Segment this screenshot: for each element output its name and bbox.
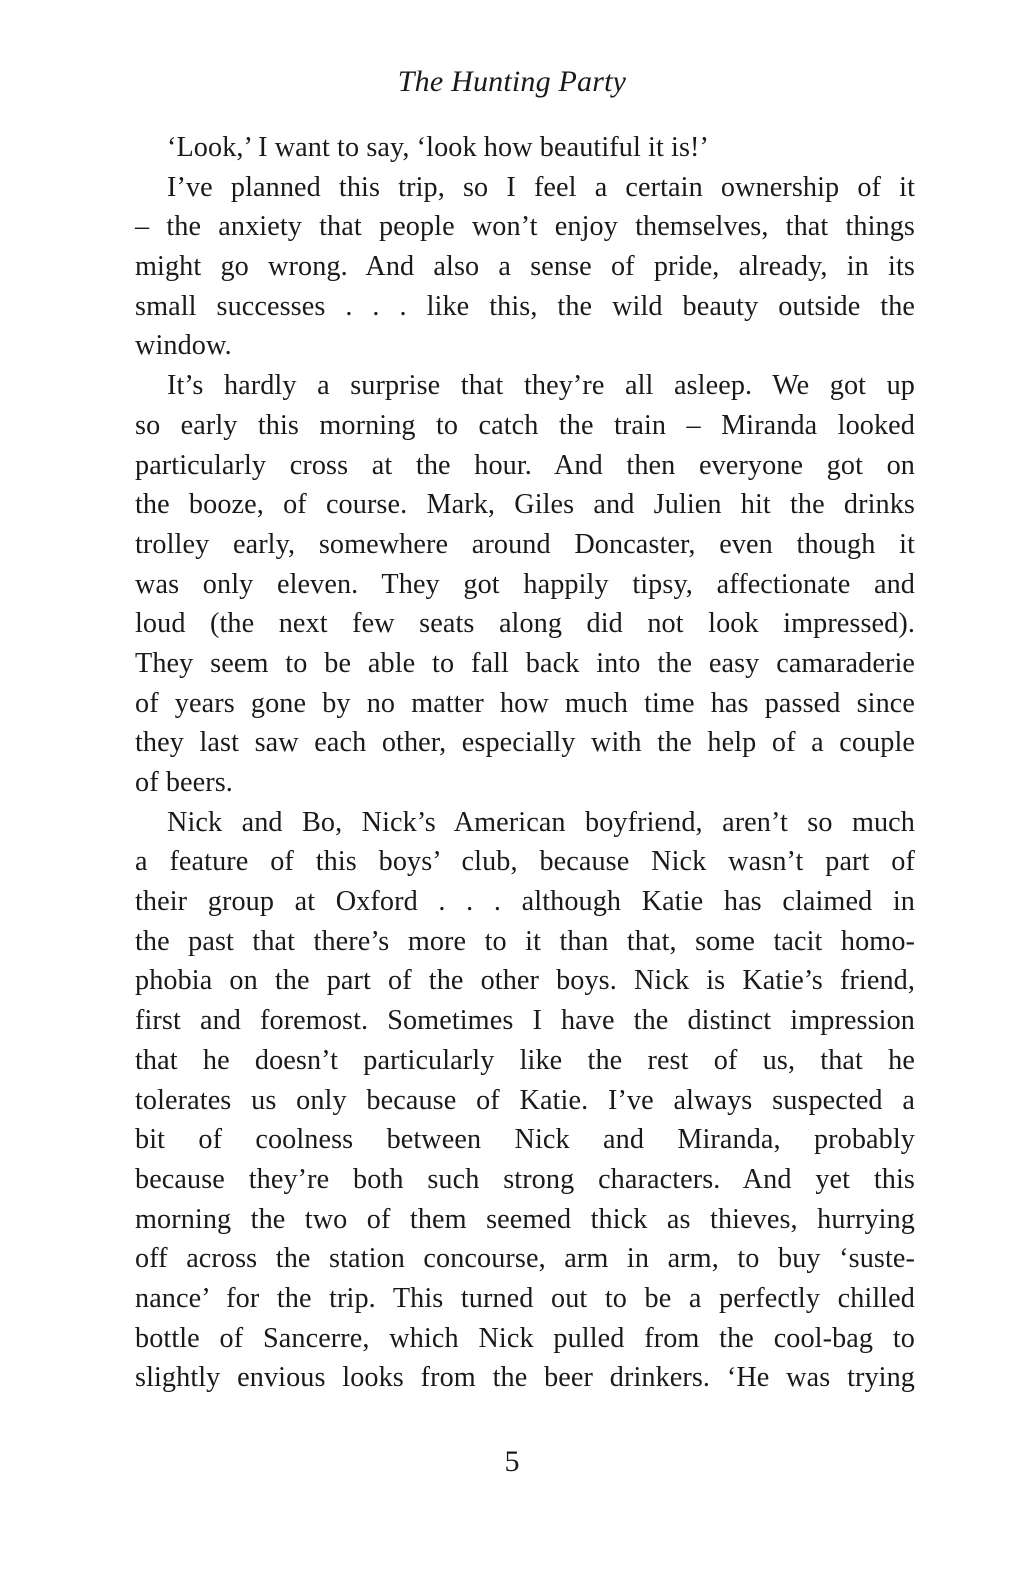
text-line: Nick and Bo, Nick’s American boyfriend, aren’t so much	[167, 806, 915, 838]
text-line: they last saw each other, especially with the help of a couple	[135, 727, 915, 759]
text-line: morning the two of them seemed thick as thieves, hurrying	[135, 1203, 915, 1235]
text-line: a feature of this boys’ club, because Nick wasn’t part of	[135, 846, 915, 878]
text-line: loud (the next few seats along did not look impressed).	[135, 608, 915, 640]
text-line: that he doesn’t particularly like the rest of us, that he	[135, 1044, 915, 1076]
text-line: bottle of Sancerre, which Nick pulled from the cool-bag to	[135, 1322, 915, 1354]
text-line: They seem to be able to fall back into the easy camaraderie	[135, 647, 915, 679]
text-line: off across the station concourse, arm in arm, to buy ‘suste-	[135, 1243, 915, 1275]
text-line: was only eleven. They got happily tipsy, affectionate and	[135, 568, 915, 600]
running-head: The Hunting Party	[397, 65, 627, 98]
text-line: first and foremost. Sometimes I have the distinct impression	[135, 1005, 915, 1037]
text-line: might go wrong. And also a sense of pride, already, in its	[135, 251, 915, 283]
text-line: phobia on the part of the other boys. Nick is Katie’s friend,	[135, 965, 915, 997]
text-line: of beers.	[135, 767, 233, 798]
text-line: particularly cross at the hour. And then everyone got on	[135, 449, 915, 481]
text-line: small successes . . . like this, the wild beauty outside the	[135, 290, 915, 322]
text-line: window.	[135, 330, 232, 362]
text-line: their group at Oxford . . . although Katie has claimed in	[135, 886, 915, 918]
text-line: the past that there’s more to it than that, some tacit homo-	[135, 925, 915, 957]
text-line: so early this morning to catch the train – Miranda looked	[135, 409, 915, 441]
text-line: It’s hardly a surprise that they’re all asleep. We got up	[167, 370, 915, 402]
text-line: – the anxiety that people won’t enjoy themselves, that things	[135, 211, 915, 243]
page-number: 5	[504, 1445, 520, 1478]
text-line: nance’ for the trip. This turned out to be a perfectly chilled	[135, 1282, 915, 1314]
text-line: of years gone by no matter how much time has passed since	[135, 687, 915, 719]
text-line: because they’re both such strong characters. And yet this	[135, 1163, 915, 1195]
text-line: slightly envious looks from the beer drinkers. ‘He was trying	[135, 1362, 915, 1394]
text-line: bit of coolness between Nick and Miranda, probably	[135, 1124, 915, 1156]
text-line: trolley early, somewhere around Doncaster, even though it	[135, 528, 915, 560]
text-line: I’ve planned this trip, so I feel a certain ownership of it	[167, 171, 915, 203]
text-line: tolerates us only because of Katie. I’ve always suspected a	[135, 1084, 915, 1116]
text-line: ‘Look,’ I want to say, ‘look how beautiful it is!’	[167, 132, 710, 163]
body-text	[135, 128, 915, 1398]
text-line: the booze, of course. Mark, Giles and Julien hit the drinks	[135, 489, 915, 521]
